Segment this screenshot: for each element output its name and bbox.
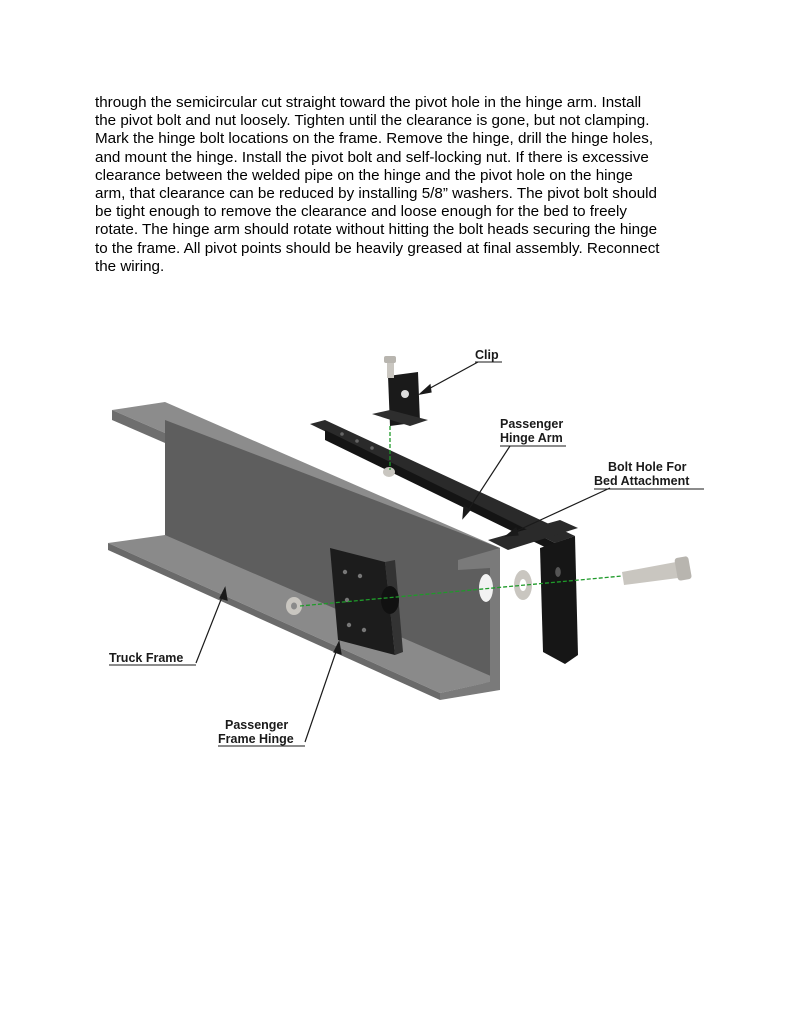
passenger-frame-hinge [330,548,403,655]
clip-bolt-shank [387,362,394,378]
paragraph-line: through the semicircular cut straight toward the pivot hole in the hinge arm. Install [95,94,642,111]
paragraph-line: rotate. The hinge arm should rotate without hitting the bolt heads securing the hinge [95,221,658,239]
label-truck-frame: Truck Frame [109,651,184,665]
hinge-bolt-hole [347,623,351,627]
clip-leader [423,362,478,392]
truck-frame-leader [196,592,224,663]
paragraph-line: Mark the hinge bolt locations on the frame. Remove the hinge, drill the hinge holes, [95,130,654,148]
paragraph-line: be tight enough to remove the clearance and loose enough for the bed to freely [95,203,627,221]
hinge-arm-hole [370,446,374,450]
bed-attachment-hole [555,567,561,577]
hinge-pipe [381,586,399,614]
hinge-bolt-hole [358,574,362,578]
hinge-arm-drop [540,536,578,664]
clip-hole [401,390,409,398]
clip-nut [383,467,395,477]
hinge-arm-hole [340,432,344,436]
frame-pivot-hole [479,574,493,602]
instruction-paragraph [95,94,715,276]
paragraph-line: to the frame. All pivot points should be heavily greased at final assembly. Reconnect [95,239,660,257]
paragraph-line: the pivot bolt and nut loosely. Tighten until the clearance is gone, but not clamping. [95,112,650,130]
paragraph-line: and mount the hinge. Install the pivot bolt and self-locking nut. If there is excessive [95,148,649,166]
label-bolt-hole-line1: Bolt Hole For [608,460,687,474]
pivot-nut-hole [291,603,297,610]
label-frame-hinge-line2: Frame Hinge [218,732,294,746]
label-hinge-arm-line2: Hinge Arm [500,431,563,445]
frame-hinge-leader [305,646,338,742]
label-clip: Clip [475,348,499,362]
hinge-arm-hole [355,439,359,443]
hinge-bolt-hole [343,570,347,574]
paragraph-line: arm, that clearance can be reduced by installing 5/8” washers. The pivot bolt should [95,185,657,203]
clip-bolt-head [384,356,396,363]
hinge-bolt-hole [362,628,366,632]
label-hinge-arm-line1: Passenger [500,417,564,431]
paragraph-line: clearance between the welded pipe on the hinge and the pivot hole on the hinge [95,166,633,184]
pivot-bolt-shank [622,562,678,585]
label-bolt-hole-line2: Bed Attachment [594,474,690,488]
paragraph-line: the wiring. [95,257,165,275]
label-frame-hinge-line1: Passenger [225,718,289,732]
assembly-diagram [0,340,800,760]
clip-leader-arrow [420,385,431,394]
